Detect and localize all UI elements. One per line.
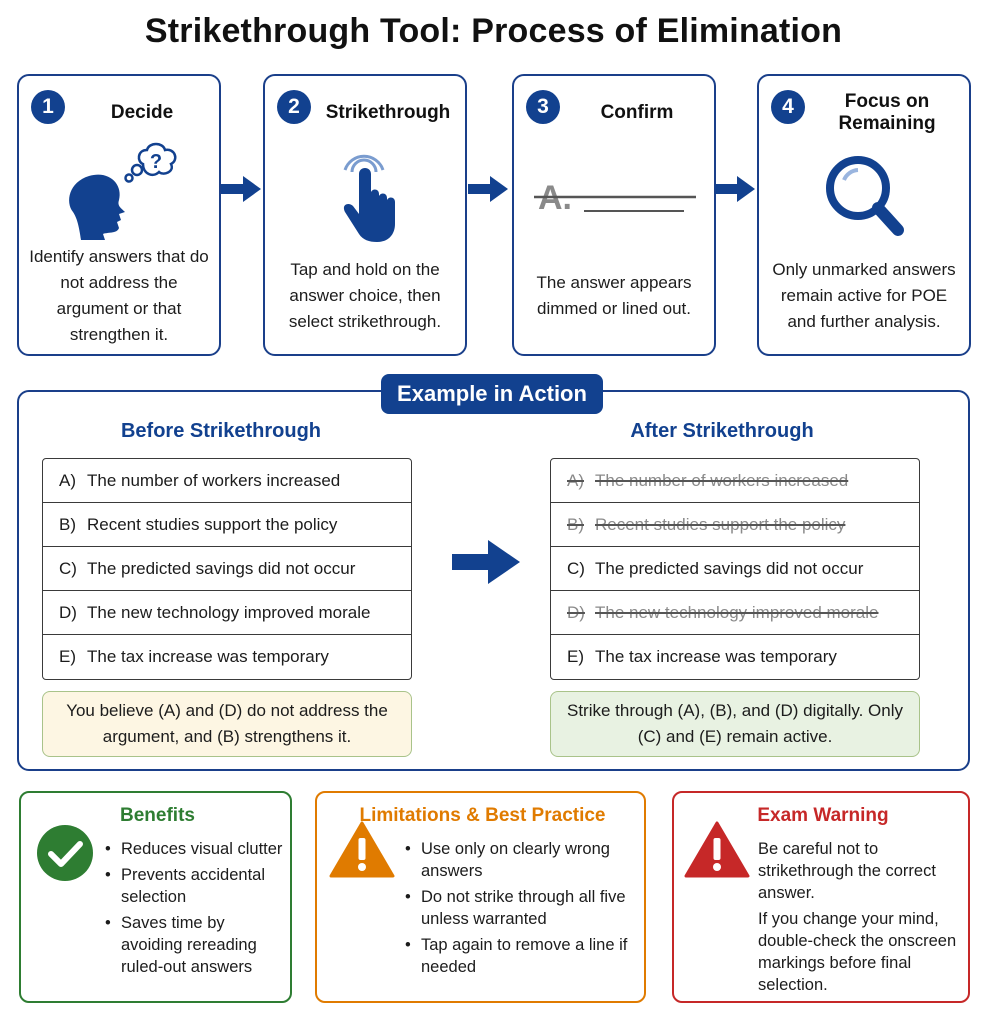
tap-hand-icon (265, 142, 465, 252)
arrow-right-icon (450, 538, 522, 586)
check-icon (35, 823, 95, 883)
list-item: • Prevents accidental selection (103, 864, 289, 908)
answer-row[interactable]: A) The number of workers increased (43, 459, 411, 503)
warning-paragraph: If you change your mind, double-check the onscreen markings before final selection. (758, 910, 957, 994)
answer-row[interactable]: D) The new technology improved morale (43, 591, 411, 635)
step-number: 1 (31, 90, 65, 124)
answer-row[interactable]: C) The predicted savings did not occur (551, 547, 919, 591)
step-title: Focus on Remaining (838, 91, 936, 134)
list-item: • Reduces visual clutter (103, 838, 289, 860)
answer-row[interactable]: E) The tax increase was temporary (567, 647, 837, 666)
step-description: Only unmarked answers remain active for POE and further analysis. (772, 260, 956, 331)
flow-arrow-icon (713, 174, 757, 204)
limitations-card (315, 791, 646, 1003)
warning-triangle-icon (684, 821, 750, 879)
step-focus (757, 74, 971, 356)
answer-row[interactable]: C) The predicted savings did not occur (43, 547, 411, 591)
benefits-list (103, 838, 289, 982)
benefits-title: Benefits (120, 805, 195, 826)
warning-text (758, 838, 964, 1000)
answer-row[interactable]: B) Recent studies support the policy (43, 503, 411, 547)
step-title: Decide (110, 102, 174, 123)
answer-row-struck[interactable]: A) The number of workers increased (551, 459, 919, 503)
limitations-list (403, 838, 641, 982)
step-description: Identify answers that do not address the argument or that strengthen it. (29, 247, 209, 344)
page-title: Strikethrough Tool: Process of Elimination (144, 12, 843, 50)
step-number: 3 (526, 90, 560, 124)
step-title: Confirm (600, 102, 674, 123)
before-note: You believe (A) and (D) do not address the argument, and (B) strengthens it. (42, 691, 412, 757)
step-title: Strikethrough (325, 102, 451, 123)
svg-text:A.: A. (538, 179, 572, 217)
list-item: • Do not strike through all five unless warranted (403, 886, 641, 930)
step-description: Tap and hold on the answer choice, then select strikethrough. (288, 260, 442, 331)
answer-row-struck[interactable]: B) Recent studies support the policy (551, 503, 919, 547)
before-title: Before Strikethrough (120, 420, 322, 442)
step-decide (17, 74, 221, 356)
step-number: 4 (771, 90, 805, 124)
limitations-title: Limitations & Best Practice (359, 805, 606, 826)
warning-card (672, 791, 970, 1003)
warning-title: Exam Warning (757, 805, 889, 826)
warning-paragraph: Be careful not to strikethrough the correct answer. (758, 840, 936, 902)
struck-letter-icon (514, 142, 714, 252)
list-item: • Tap again to remove a line if needed (403, 934, 641, 978)
benefits-card (19, 791, 292, 1003)
step-number: 2 (277, 90, 311, 124)
answer-row-struck[interactable]: D) The new technology improved morale (551, 591, 919, 635)
warning-triangle-icon (329, 821, 395, 879)
list-item: • Use only on clearly wrong answers (403, 838, 641, 882)
thinking-head-icon (19, 142, 219, 252)
after-title: After Strikethrough (630, 420, 814, 442)
after-note: Strike through (A), (B), and (D) digitally. Only (C) and (E) remain active. (550, 691, 920, 757)
svg-text:?: ? (149, 151, 163, 173)
after-answer-list (550, 458, 920, 680)
before-answer-list (42, 458, 412, 680)
list-item: • Saves time by avoiding rereading ruled-out answers (103, 912, 289, 978)
step-strikethrough (263, 74, 467, 356)
flow-arrow-icon (219, 174, 263, 204)
flow-arrow-icon (466, 174, 510, 204)
answer-row[interactable]: E) The tax increase was temporary (59, 647, 329, 666)
step-description: The answer appears dimmed or lined out. (536, 273, 692, 318)
example-badge: Example in Action (381, 374, 603, 414)
step-confirm (512, 74, 716, 356)
magnifier-icon (759, 142, 969, 252)
